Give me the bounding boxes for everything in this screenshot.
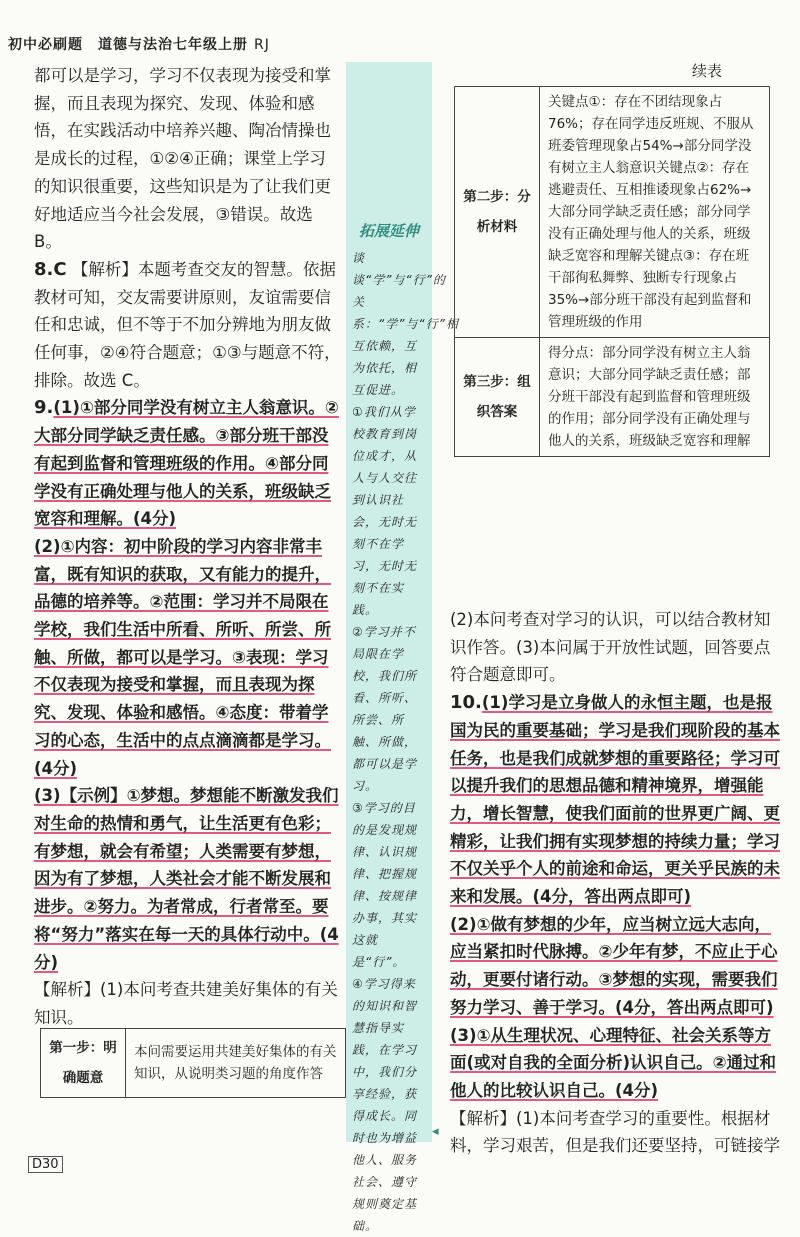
q9-number: 9.: [34, 397, 54, 419]
step1-content: 本问需要运用共建美好集体的有关知识，从说明类习题的角度作答: [126, 1029, 346, 1098]
step1-table: [40, 1028, 346, 1098]
q7-tail-paragraph: 都可以是学习，学习不仅表现为接受和掌握，而且表现为探究、发现、体验和感悟，在实践活动中培养兴趣、陶冶情操也是成长的过程，①②④正确；课堂上学习的知识很重要，这些知识是为了让我们更好地适应当今社会发展，③错误。故选 B。: [34, 66, 331, 252]
steps-table: [454, 86, 770, 457]
continued-label: 续表: [692, 62, 723, 80]
left-column: [34, 62, 342, 1032]
q9-part1-text: (1)①部分同学没有树立主人翁意识。②大部分同学缺乏责任感。③部分班干部没有起到监督和管理班级的作用。④部分同学没有正确处理与他人的关系，班级缺乏宽容和理解。(4分): [34, 398, 339, 529]
q8-analysis: 【解析】本题考查交友的智慧。依据教材可知，交友需要讲原则，友谊需要信任和忠诚，但不等于不加分辨地为朋友做任何事，②④符合题意；①③与题意不符，排除。故选 C。: [34, 259, 341, 390]
q10-part2: (2)①做有梦想的少年，应当树立远大志向，应当紧扣时代脉搏。②少年有梦，不应止于心动，更要付诸行动。③梦想的实现，需要我们努力学习、善于学习。(4分，答出两点即可): [450, 914, 778, 1017]
q10-part3: (3)①从生理状况、心理特征、社会关系等方面(或对自我的全面分析)认识自己。②通过和他人的比较认识自己。(4分): [450, 1025, 777, 1100]
sidebar-paragraph: ①我们从学校教育到岗位成才，从人与人交往到认识社会，无时无刻不在学习，无时无刻不在实践。: [352, 405, 418, 617]
sidebar-title: 拓展延伸: [358, 222, 419, 240]
q10-number: 10.: [450, 692, 482, 714]
step3-content: 得分点：部分同学没有树立主人翁意识；大部分同学缺乏责任感；部分班干部没有起到监督和管理班级的作用；部分同学没有正确处理与他人的关系，班级缺乏宽容和理解: [540, 338, 770, 457]
q9-part2: (2)①内容：初中阶段的学习内容非常丰富，既有知识的获取，又有能力的提升，品德的培养等。②范围：学习并不局限在学校，我们生活中所看、所听、所尝、所触、所做，都可以是学习。③表现：学习不仅表现为接受和掌握，而且表现为探究、发现、体验和感悟。④态度：带着学习的心态，生活中的点点滴滴都是学习。(4分): [34, 536, 331, 778]
q9-part3: (3)【示例】①梦想。梦想能不断激发我们对生命的热情和勇气，让生活更有色彩；有梦想，就会有希望；人类需要有梦想，因为有了梦想，人类社会才能不断发展和进步。②努力。为者常成，行者常至。要将“努力”落实在每一天的具体行动中。(4分): [34, 786, 339, 972]
q9-analysis-continued: (2)本问考查对学习的认识，可以结合教材知识作答。(3)本问属于开放性试题，回答要点符合题意即可。: [450, 610, 771, 685]
sidebar-paragraph: ④学习得来的知识和智慧指导实践，在学习中，我们分享经验，获得成长。同时也为增益他人、服务社会、遵守规则奠定基础。: [352, 977, 418, 1233]
step1-heading: 第一步：明确题意: [41, 1029, 126, 1098]
step3-heading: 第三步：组织答案: [455, 338, 540, 457]
step2-content: 关键点①：存在不团结现象占76%；存在同学违反班规、不服从班委管理现象占54%→部分同学没有树立主人翁意识关键点②：存在逃避责任、互相推诿现象占62%→大部分同学缺乏责任感；部分同学没有正确处理与他人的关系，班级缺乏宽容和理解关键点③：存在班干部徇私舞弊、独断专行现象占35%→部分班干部没有起到监督和管理班级的作用: [540, 87, 770, 338]
q8-answer: [34, 256, 342, 395]
q9-analysis: 【解析】(1)本问考查共建美好集体的有关知识。: [34, 980, 338, 1027]
right-column: [450, 606, 780, 1160]
q8-number: 8.: [34, 258, 54, 280]
page-header: [8, 34, 270, 54]
book-title: 初中必刷题 道德与法治七年级上册: [8, 37, 248, 53]
q8-choice: C: [53, 258, 67, 280]
q10-part1-text: (1)学习是立身做人的永恒主题，也是报国为民的重要基础；学习是我们现阶段的基本任务，也是我们成就梦想的重要路径；学习可以提升我们的思想品德和精神境界，增强能力，增长智慧，使我们面前的世界更广阔、更精彩，让我们拥有实现梦想的持续力量；学习不仅关乎个人的前途和命运，更关乎民族的未来和发展。(4分，答出两点即可): [450, 693, 780, 907]
sidebar-paragraph: ③学习的目的是发现规律、认识规律、把握规律、按规律办事，其实这就是“行”。: [352, 801, 418, 969]
edition-tag: RJ: [254, 37, 270, 53]
sidebar-paragraph: 谈谈“学”与“行”的关系：“学”与“行”相互依赖，互为依托，相互促进。: [352, 251, 459, 397]
q10-analysis: 【解析】(1)本问考查学习的重要性。根据材料，学习艰苦，但是我们还要坚持，可链接学: [450, 1108, 780, 1156]
page-number: D30: [28, 1156, 63, 1173]
q9-part1: [34, 394, 342, 533]
extension-sidebar: [346, 62, 459, 1233]
step2-heading: 第二步：分析材料: [455, 87, 540, 338]
sidebar-paragraph: ②学习并不局限在学校，我们所看、所听、所尝、所触、所做，都可以是学习。: [352, 625, 418, 793]
q10-part1: [450, 689, 780, 911]
sidebar-text: [346, 241, 459, 1237]
pointer-arrow-icon: ◂: [432, 1124, 439, 1139]
